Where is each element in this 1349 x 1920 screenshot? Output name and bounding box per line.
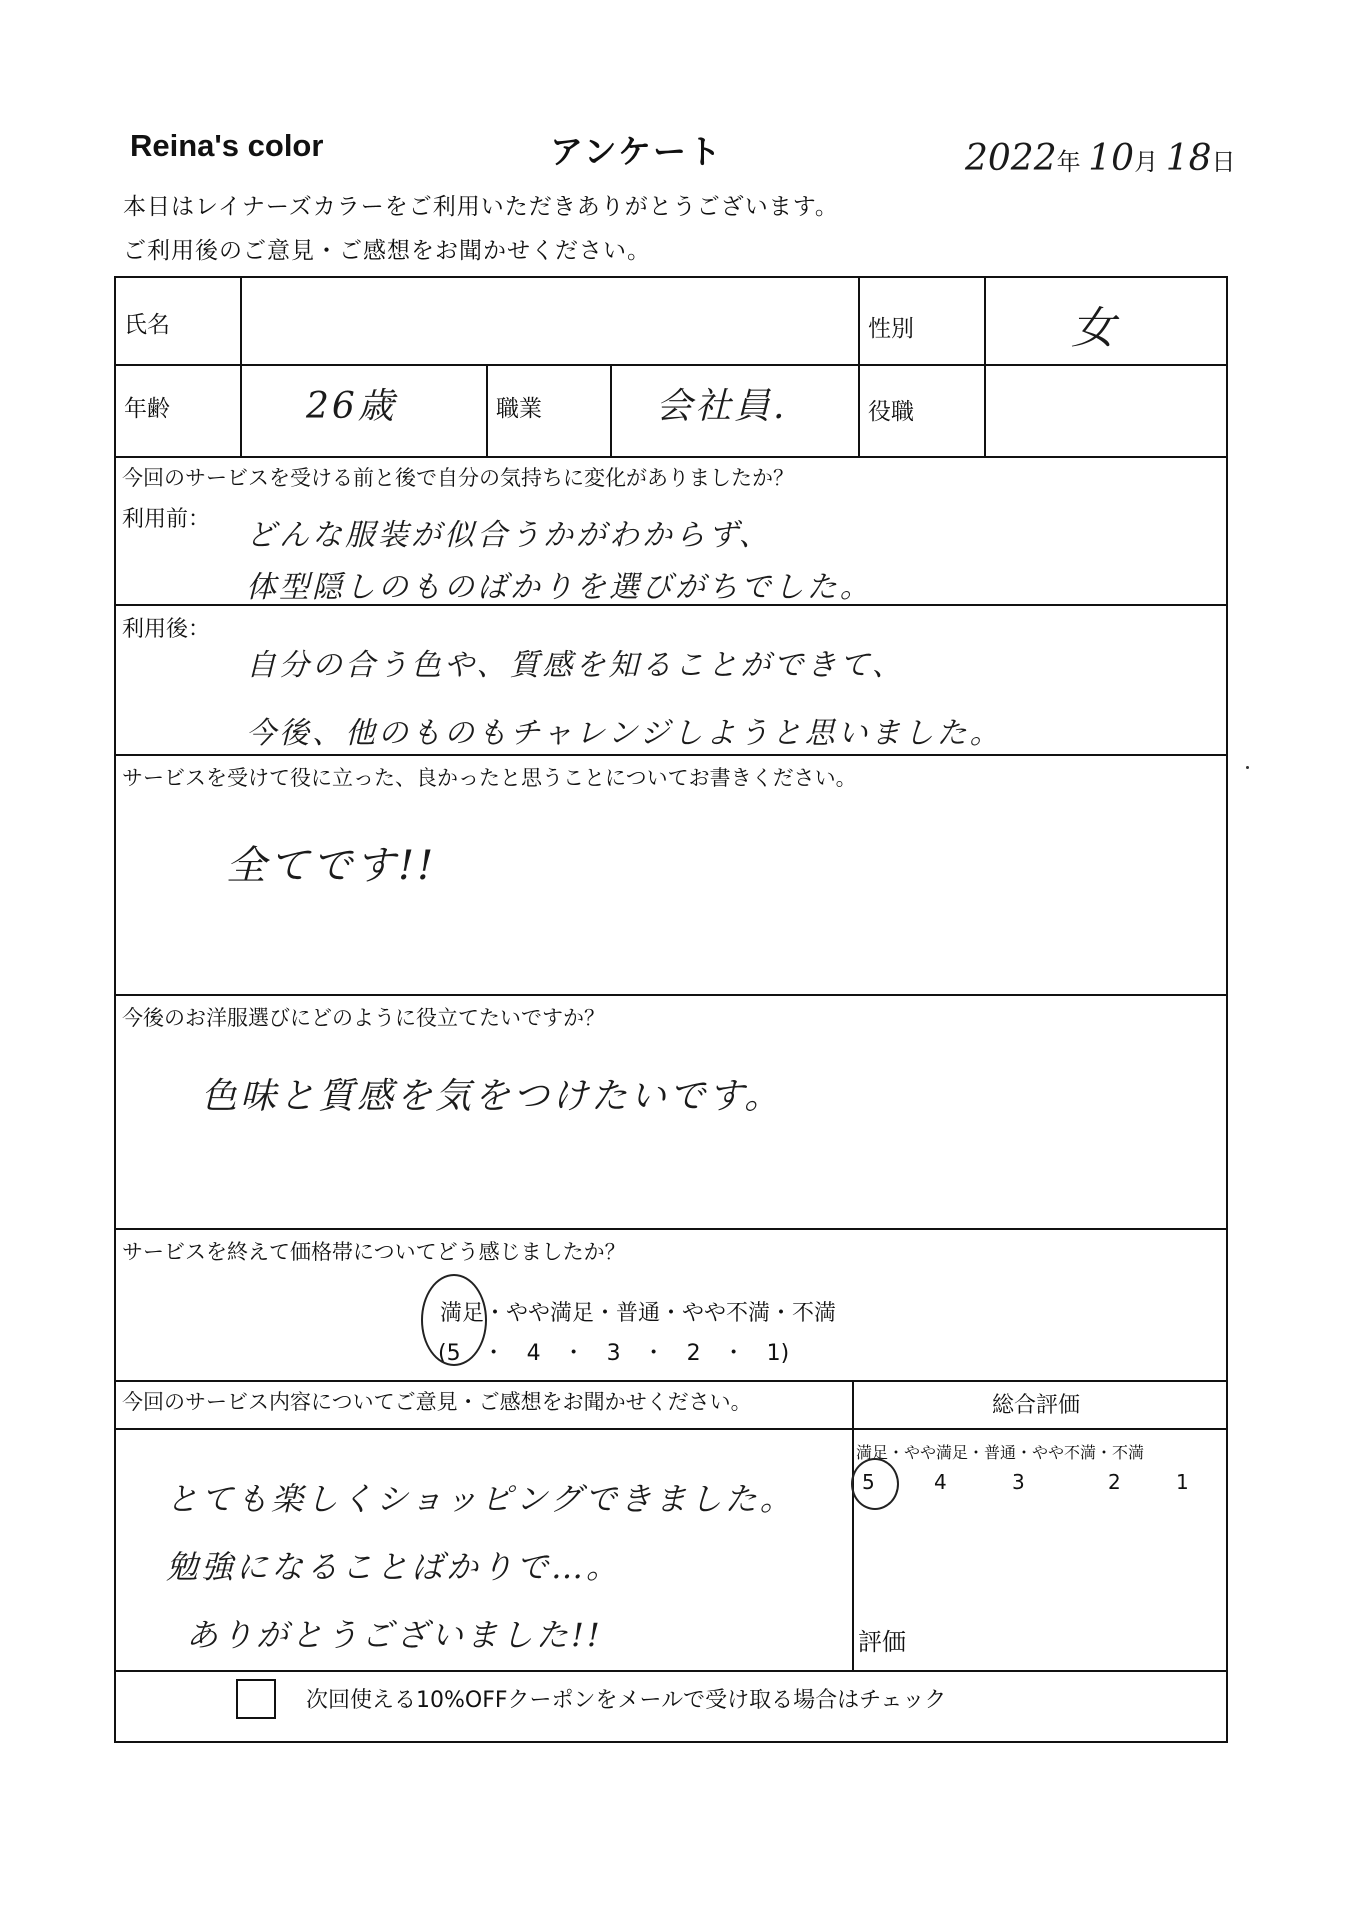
page-title: アンケート [550, 132, 724, 171]
price-scale-numbers[interactable]: (5 ・ 4 ・ 3 ・ 2 ・ 1) [438, 1341, 790, 1366]
name-label: 氏名 [124, 312, 170, 338]
position-label: 役職 [868, 399, 914, 425]
question-price: サービスを終えて価格帯についてどう感じましたか？ [122, 1240, 626, 1264]
scan-speck [1246, 766, 1249, 769]
before-answer-line2[interactable]: 体型隠しのものばかりを選びがちでした。 [246, 570, 873, 605]
coupon-checkbox[interactable] [236, 1679, 276, 1719]
question-comments: 今回のサービス内容についてご意見・ご感想をお聞かせください。 [122, 1390, 752, 1414]
survey-form [114, 276, 1228, 1743]
age-field[interactable]: 26歳 [306, 386, 397, 427]
date-month-unit: 月 [1134, 148, 1159, 176]
helpful-answer[interactable]: 全てです!! [226, 843, 437, 889]
gender-field[interactable]: 女 [1071, 303, 1118, 354]
comment-line1[interactable]: とても楽しくショッピングできました。 [166, 1480, 795, 1518]
overall-rating-title: 総合評価 [992, 1393, 1081, 1418]
gender-label: 性別 [868, 316, 914, 342]
job-field[interactable]: 会社員. [656, 386, 788, 427]
after-label: 利用後： [122, 617, 211, 642]
brand-name: Reina's color [130, 128, 324, 163]
question-future-use: 今後のお洋服選びにどのように役立てたいですか？ [122, 1006, 605, 1030]
date-year-unit: 年 [1056, 148, 1081, 176]
comment-line2[interactable]: 勉強になることばかりで…。 [166, 1548, 622, 1586]
future-use-answer[interactable]: 色味と質感を気をつけたいです。 [201, 1076, 784, 1117]
question-helpful: サービスを受けて役に立った、良かったと思うことについてお書きください。 [122, 766, 857, 790]
overall-n2[interactable]: 2 [1108, 1470, 1121, 1494]
comment-line3[interactable]: ありがとうございました!! [186, 1616, 603, 1654]
overall-selection-circle [851, 1458, 899, 1510]
rating-label: 評価 [858, 1628, 906, 1656]
job-label: 職業 [496, 396, 542, 422]
after-answer-line1[interactable]: 自分の合う色や、質感を知ることができて、 [246, 648, 905, 683]
age-label: 年齢 [124, 396, 170, 422]
question-feeling-change: 今回のサービスを受ける前と後で自分の気持ちに変化がありましたか？ [122, 466, 794, 490]
date-day-unit: 日 [1211, 148, 1236, 176]
before-label: 利用前： [122, 507, 211, 532]
coupon-label: 次回使える10%OFFクーポンをメールで受け取る場合はチェック [306, 1688, 947, 1713]
date-month: 10 [1088, 138, 1135, 179]
price-selection-circle [421, 1274, 487, 1366]
overall-n1[interactable]: 1 [1176, 1470, 1189, 1494]
intro-text-1: 本日はレイナーズカラーをご利用いただきありがとうございます。 [123, 194, 839, 220]
before-answer-line1[interactable]: どんな服装が似合うかがわからず、 [246, 518, 772, 553]
date-day: 18 [1165, 138, 1212, 179]
overall-scale-labels: 満足・やや満足・普通・やや不満・不満 [856, 1443, 1145, 1462]
after-answer-line2[interactable]: 今後、他のものもチャレンジしようと思いました。 [246, 716, 1003, 751]
overall-n5[interactable]: 5 [862, 1470, 875, 1494]
overall-n4[interactable]: 4 [934, 1470, 947, 1494]
date-year: 2022 [965, 138, 1057, 179]
intro-text-2: ご利用後のご意見・ご感想をお聞かせください。 [123, 238, 651, 264]
survey-date [965, 138, 1236, 179]
overall-n3[interactable]: 3 [1012, 1470, 1025, 1494]
price-scale-labels: 満足・やや満足・普通・やや不満・不満 [440, 1301, 837, 1326]
